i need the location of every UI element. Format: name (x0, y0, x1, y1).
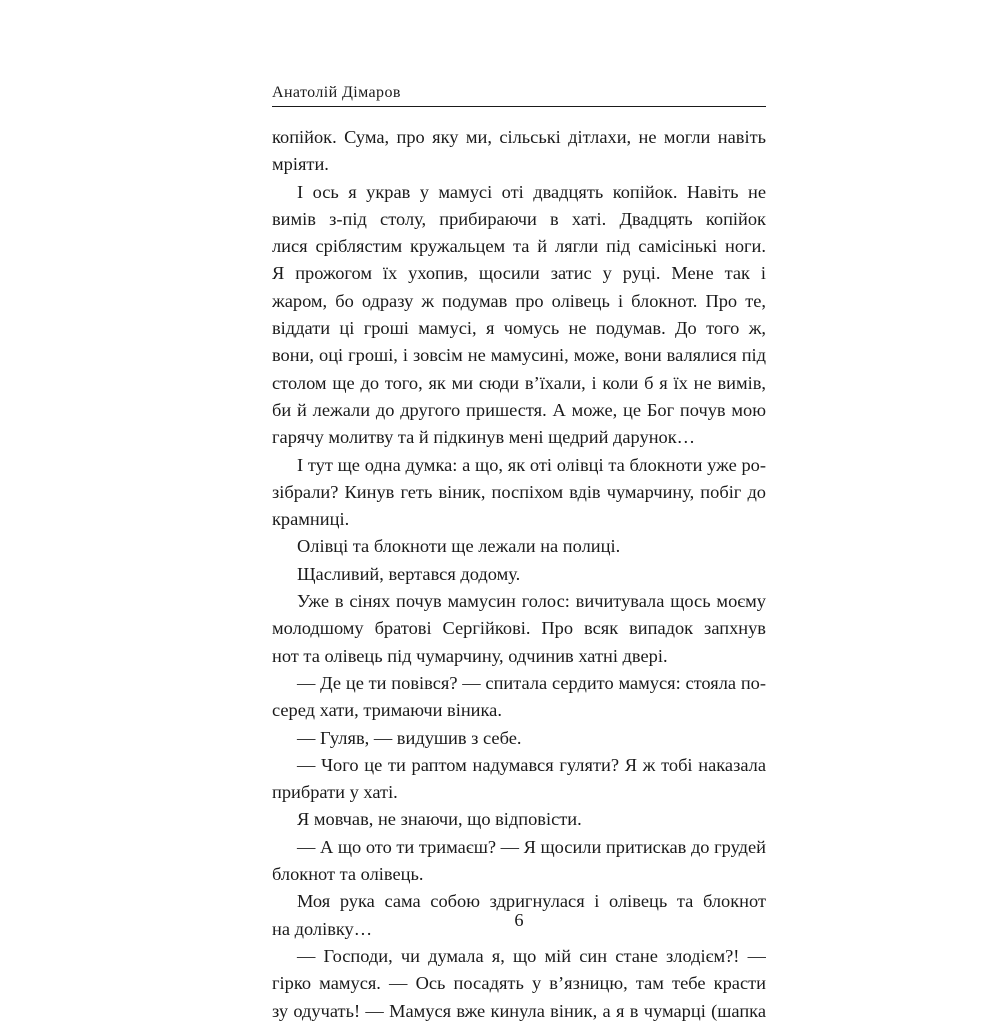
text-line: гарячу молитву та й підкинув мені щедрий дарунок… (272, 427, 696, 448)
text-line: Я мовчав, не знаючи, що відповісти. (297, 809, 582, 830)
page-number: 6 (514, 910, 524, 930)
text-line: нот та олівець під чумарчину, одчинив хатні двері. (272, 645, 668, 666)
text-line: — Де це ти повівся? — спитала сердито мамуся: стояла по- (297, 672, 766, 693)
text-line: зібрали? Кинув геть віник, поспіхом вдів чумарчину, побіг до (272, 481, 766, 502)
text-line: І ось я украв у мамусі оті двадцять копійок. Навіть не (297, 181, 766, 202)
text-line: Уже в сінях почув мамусин голос: вичитувала щось моєму (297, 591, 766, 612)
text-line: — А що ото ти тримаєш? — Я щосили притискав до грудей (297, 836, 766, 857)
body-text (272, 124, 766, 1025)
text-line: Моя рука сама собою здригнулася і олівець та блокнот (297, 891, 766, 912)
text-line: на долівку… (272, 918, 373, 939)
text-line: вони, оці гроші, і зовсім не мамусині, може, вони валялися під (272, 345, 766, 366)
text-line: прибрати у хаті. (272, 782, 398, 803)
text-line: Олівці та блокноти ще лежали на полиці. (297, 536, 621, 557)
text-line: блокнот та олівець. (272, 864, 424, 885)
text-line: копійок. Сума, про яку ми, сільські дітлахи, не могли навіть (272, 127, 766, 147)
text-line: І тут ще одна думка: а що, як оті олівці та блокноти уже ро- (297, 454, 766, 475)
text-line: жаром, бо одразу ж подумав про олівець і блокнот. Про те, (272, 290, 766, 311)
text-line: столом ще до того, як ми сюди в’їхали, і коли б я їх не вимів, (272, 372, 766, 393)
text-line: Щасливий, вертався додому. (297, 563, 521, 584)
text-line: Я прожогом їх ухопив, щосили затис у руці. Мене так і (272, 263, 766, 284)
text-line: зу одучать! — Мамуся вже кинула віник, а я в чумарці (шапка (272, 1000, 766, 1021)
text-line: — Гуляв, — видушив з себе. (297, 727, 522, 748)
text-line: вимів з-під столу, прибираючи в хаті. Двадцять копійок (272, 208, 766, 229)
text-line: мріяти. (272, 154, 329, 175)
text-line: гірко мамуся. — Ось посадять у в’язницю, там тебе красти (272, 973, 766, 994)
text-line: серед хати, тримаючи віника. (272, 700, 502, 721)
text-line: би й лежали до другого пришестя. А може, це Бог почув мою (272, 399, 766, 420)
header-rule (272, 106, 766, 107)
text-line: віддати ці гроші мамусі, я чомусь не подумав. До того ж, (272, 318, 766, 339)
text-line: крамниці. (272, 509, 350, 530)
running-header: Анатолій Дімаров (272, 84, 401, 101)
text-line: — Чого це ти раптом надумався гуляти? Я ж тобі наказала (297, 754, 766, 775)
text-line: молодшому братові Сергійкові. Про всяк випадок запхнув (272, 618, 766, 639)
text-line: — Господи, чи думала я, що мій син стане злодієм?! — (297, 945, 766, 966)
text-line: лися сріблястим кружальцем та й лягли під самісінькі ноги. (272, 236, 766, 257)
